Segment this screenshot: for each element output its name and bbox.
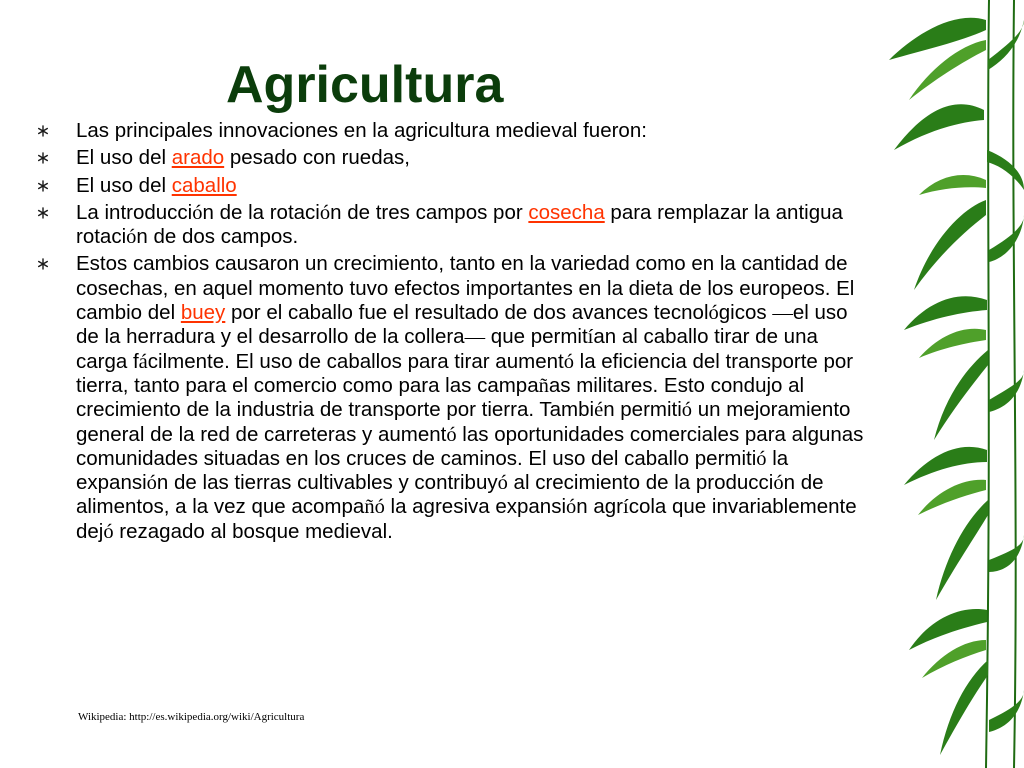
bullet-text: í — [587, 326, 594, 349]
bamboo-leaves-decoration — [874, 0, 1024, 768]
bullet-text: al crecimiento de la producci — [507, 471, 774, 495]
bullet-text: ñó — [364, 496, 385, 519]
bullet-text: ó — [192, 201, 203, 224]
asterisk-bullet-icon — [36, 201, 50, 225]
link-cosecha[interactable]: cosecha — [528, 200, 605, 224]
bullet-text: n permiti — [603, 398, 682, 422]
bullet-text: ó — [103, 520, 114, 543]
bullet-item — [36, 119, 864, 143]
bullet-text: ó — [319, 201, 331, 224]
bullet-text: á — [138, 350, 148, 373]
bullet-text: la agresiva expansi — [384, 495, 566, 519]
slide-content — [36, 119, 864, 547]
bullet-text: el uso de la herradura y el desarrollo de la collera — [76, 301, 848, 349]
bullet-text: cilmente. El uso de caballos para tirar aument — [147, 349, 564, 373]
bullet-text: ó — [708, 302, 719, 325]
asterisk-bullet-icon — [36, 146, 50, 170]
bullet-item — [36, 174, 864, 198]
bullet-text: — — [772, 302, 793, 325]
footer-source: Wikipedia: http://es.wikipedia.org/wiki/Agricultura — [78, 711, 305, 723]
bullet-text: rezagado al bosque medieval. — [113, 519, 393, 543]
bullet-text: pesado con ruedas, — [224, 146, 410, 170]
bullet-text: por el caballo fue el resultado de dos avances tecnol — [225, 301, 709, 325]
link-arado[interactable]: arado — [171, 146, 225, 170]
bullet-text: gicos — [718, 301, 773, 325]
bullet-text: n agr — [576, 495, 623, 519]
asterisk-bullet-icon — [36, 252, 50, 276]
bullet-text: ó — [497, 472, 508, 495]
bullet-text: El uso del — [76, 173, 172, 197]
bullet-item — [36, 146, 864, 170]
bullet-text: ó — [563, 350, 574, 373]
bullet-text: Las principales innovaciones en la agricultura medieval fueron: — [76, 119, 647, 142]
bullet-text: La introducci — [76, 200, 193, 224]
bullet-text: é — [594, 399, 604, 422]
bullet-text: El uso del — [76, 146, 172, 170]
bullet-text: ó — [126, 226, 137, 249]
link-caballo[interactable]: caballo — [171, 173, 237, 197]
bullet-text: ó — [446, 423, 457, 446]
slide-title: Agricultura — [226, 56, 504, 114]
bullet-text: para remplazar la antigua rotaci — [76, 200, 843, 249]
link-buey[interactable]: buey — [180, 301, 226, 325]
bullet-text: — — [464, 326, 486, 349]
bullet-text: las oportunidades comerciales para algunas comunidades situadas en los cruces de caminos. El uso del caballo permiti — [76, 422, 864, 470]
bullet-text: ó — [773, 472, 784, 495]
bullet-text: la expansi — [76, 446, 789, 495]
bullet-text: n de tres campos por — [330, 200, 529, 224]
bullet-item — [36, 201, 864, 250]
bullet-text: n de dos campos. — [136, 225, 299, 249]
bullet-text: Estos cambios causaron un crecimiento, tanto en la variedad como en la cantidad de cosechas, en aquel momento tuvo efectos importantes en la dieta de los europeos. El cambio del — [76, 252, 855, 325]
asterisk-bullet-icon — [36, 174, 50, 198]
bullet-list — [36, 119, 864, 544]
bullet-text: n de la rotaci — [202, 200, 320, 224]
bullet-text: í — [622, 496, 629, 519]
bullet-text: ó — [566, 496, 577, 519]
bullet-text: as militares. Esto condujo al crecimiento de la industria de transporte por tierra. Tambi — [76, 373, 805, 422]
bullet-text: an al caballo tirar de una carga f — [76, 325, 818, 373]
bullet-text: n de las tierras cultivables y contribuy — [156, 471, 498, 495]
bullet-text: ó — [681, 399, 693, 422]
bullet-text: ó — [146, 472, 157, 495]
asterisk-bullet-icon — [36, 119, 50, 143]
bullet-text: n de alimentos, a la vez que acompa — [76, 471, 824, 519]
bullet-text: ñ — [538, 374, 549, 397]
bullet-item — [36, 252, 864, 544]
bullet-text: cola que invariablemente dej — [76, 495, 857, 543]
bullet-text: que permit — [485, 325, 588, 349]
bullet-text: un mejoramiento general de la red de carreteras y aument — [76, 398, 851, 446]
bullet-text: la eficiencia del transporte por tierra, tanto para el comercio como para las campa — [76, 349, 854, 397]
bullet-text: ó — [756, 447, 767, 470]
